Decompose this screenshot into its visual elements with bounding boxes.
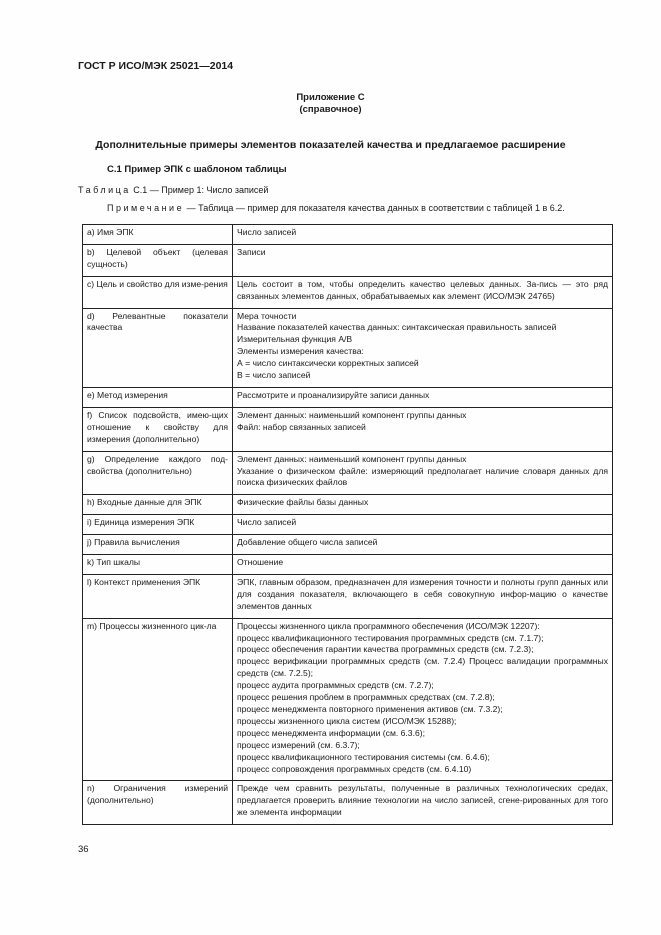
table-row — [83, 618, 613, 781]
row-value-line: Элементы измерения качества: — [237, 346, 364, 357]
row-label: l) Контекст применения ЭПК — [83, 574, 233, 618]
table-row — [83, 407, 613, 451]
row-value-line: Цель состоит в том, чтобы определить качество целевых данных. За-пись — это ряд связанных элементов данных, обрабатываемых как элемент (ИСО/МЭК 24765) — [237, 278, 608, 301]
table-row — [83, 276, 613, 308]
row-value — [233, 308, 613, 387]
row-value-line: Название показателей качества данных: синтаксическая правильность записей — [237, 322, 557, 333]
table-row — [83, 495, 613, 515]
row-value-line: Измерительная функция А/В — [237, 334, 353, 345]
row-value-line: процесс квалификационного тестирования программных средств (см. 7.1.7); — [237, 632, 544, 643]
row-value — [233, 407, 613, 451]
section-title: С.1 Пример ЭПК с шаблоном таблицы — [107, 164, 287, 175]
row-label: k) Тип шкалы — [83, 555, 233, 575]
row-value-line: процесс менеджмента информации (см. 6.3.6); — [237, 727, 426, 738]
appendix-title: Приложение С — [296, 92, 365, 103]
row-value-line: процессы жизненного цикла систем (ИСО/МЭК 15288); — [237, 715, 457, 726]
row-value-line: процесс менеджмента повторного применения активов (см. 7.3.2); — [237, 704, 503, 714]
row-value-line: процесс аудита программных средств (см. 7.2.7); — [237, 680, 434, 691]
row-label: d) Релевантные показатели качества — [83, 308, 233, 387]
row-label: i) Единица измерения ЭПК — [83, 515, 233, 535]
row-label: b) Целевой объект (целевая сущность) — [83, 244, 233, 276]
note-label: Примечание — [107, 203, 185, 213]
row-value — [233, 225, 613, 245]
row-value — [233, 515, 613, 535]
main-title: Дополнительные примеры элементов показателей качества и предлагаемое расширение — [95, 139, 566, 151]
table-row — [83, 451, 613, 495]
table-row — [83, 555, 613, 575]
table-caption — [78, 185, 268, 195]
table-caption-label: Таблица — [78, 185, 131, 195]
table-row — [83, 574, 613, 618]
row-value — [233, 244, 613, 276]
row-value — [233, 535, 613, 555]
row-value-line: процесс обеспечения гарантии качества программных средств (см. 7.2.3); — [237, 644, 534, 655]
row-value — [233, 387, 613, 407]
row-value-line: Добавление общего числа записей — [237, 537, 378, 548]
qme-table — [82, 224, 613, 825]
row-label: f) Список подсвойств, имею-щих отношение к свойству для измерения (дополнительно) — [83, 407, 233, 451]
table-note — [107, 203, 565, 213]
row-label: h) Входные данные для ЭПК — [83, 495, 233, 515]
document-header: ГОСТ Р ИСО/МЭК 25021—2014 — [78, 60, 234, 72]
table-row — [83, 535, 613, 555]
row-value-line: Процессы жизненного цикла программного обеспечения (ИСО/МЭК 12207): — [237, 620, 540, 631]
row-value-line: процесс решения проблем в программных средствах (см. 7.2.8); — [237, 692, 495, 703]
row-value — [233, 781, 613, 825]
table-row — [83, 515, 613, 535]
table-row — [83, 387, 613, 407]
row-value-line: Отношение — [237, 557, 284, 568]
row-value-line: Элемент данных: наименьший компонент группы данных — [237, 409, 467, 420]
table-row — [83, 308, 613, 387]
row-value-line: Элемент данных: наименьший компонент группы данных — [237, 453, 467, 464]
row-value — [233, 276, 613, 308]
row-value-line: Число записей — [237, 517, 297, 528]
row-value-line: Мера точности — [237, 310, 297, 321]
table-row — [83, 244, 613, 276]
page-number: 36 — [78, 844, 89, 855]
note-text: — Таблица — пример для показателя качества данных в соответствии с таблицей 1 в 6.2. — [184, 203, 565, 213]
table-caption-text: С.1 — Пример 1: Число записей — [130, 185, 269, 195]
table-row — [83, 781, 613, 825]
row-value-line: процесс квалификационного тестирования системы (см. 6.4.6); — [237, 751, 490, 762]
table-row — [83, 225, 613, 245]
appendix-subtitle: (справочное) — [299, 104, 362, 115]
row-value-line: Число записей — [237, 227, 297, 237]
row-value-line: А = число синтаксически корректных записей — [237, 358, 419, 369]
appendix-heading — [0, 92, 661, 116]
row-value-line: Физические файлы базы данных — [237, 497, 369, 508]
row-value-line: Записи — [237, 246, 266, 257]
row-value-line: Прежде чем сравнить результаты, полученные в различных технологических средах, предлагается проверить влияние технологии на число записей, сгене-рированных для того же элемента информации — [237, 783, 608, 818]
row-value — [233, 618, 613, 781]
row-value — [233, 574, 613, 618]
row-label: n) Ограничения измерений (дополнительно) — [83, 781, 233, 825]
row-value-line: ЭПК, главным образом, предназначен для измерения точности и полноты групп данных или для создания показателя, включающего в себя совокупную инфор-мацию о качестве элементов данных — [237, 576, 608, 611]
row-label: g) Определение каждого под-свойства (дополнительно) — [83, 451, 233, 495]
row-value — [233, 495, 613, 515]
row-label: c) Цель и свойство для изме-рения — [83, 276, 233, 308]
row-label: a) Имя ЭПК — [83, 225, 233, 245]
row-value-line: Рассмотрите и проанализируйте записи данных — [237, 389, 430, 400]
row-value-line: Файл: набор связанных записей — [237, 421, 366, 432]
row-value-line: процесс измерений (см. 6.3.7); — [237, 739, 360, 750]
row-label: j) Правила вычисления — [83, 535, 233, 555]
row-value — [233, 555, 613, 575]
row-label: m) Процессы жизненного цик-ла — [83, 618, 233, 781]
row-value — [233, 451, 613, 495]
row-value-line: В = число записей — [237, 370, 311, 381]
row-value-line: процесс верификации программных средств (см. 7.2.4) Процесс валидации программных средств (см. 7.2.5); — [237, 656, 608, 679]
row-value-line: процесс сопровождения программных средств (см. 6.4.10) — [237, 763, 472, 774]
row-label: e) Метод измерения — [83, 387, 233, 407]
row-value-line: Указание о физическом файле: измеряющий предполагает наличие словаря данных для поиска физических файлов — [237, 465, 608, 488]
